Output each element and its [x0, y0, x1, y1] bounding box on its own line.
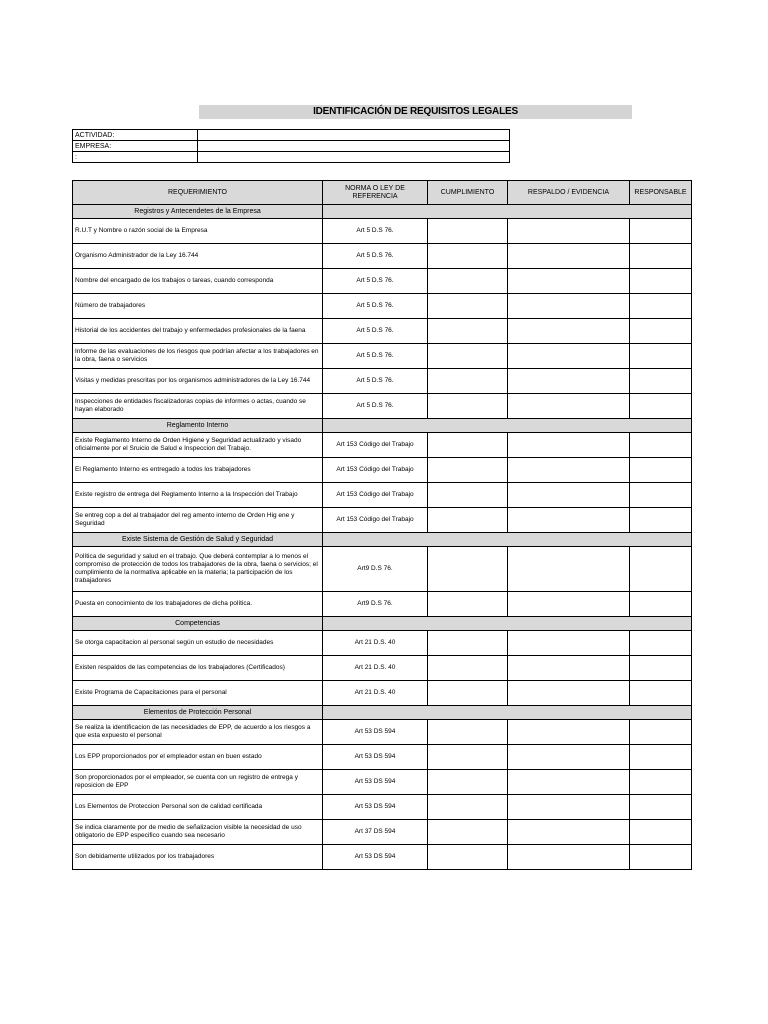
responsable-cell[interactable]	[630, 244, 692, 269]
respaldo-cell[interactable]	[508, 344, 630, 369]
requirement-cell: Se otorga capacitacion al personal según un estudio de necesidades	[73, 631, 323, 656]
cumplimiento-cell[interactable]	[428, 294, 508, 319]
respaldo-cell[interactable]	[508, 656, 630, 681]
cumplimiento-cell[interactable]	[428, 720, 508, 745]
cumplimiento-cell[interactable]	[428, 656, 508, 681]
respaldo-cell[interactable]	[508, 592, 630, 617]
cumplimiento-cell[interactable]	[428, 269, 508, 294]
section-row	[73, 533, 692, 547]
table-row	[73, 433, 692, 458]
responsable-cell[interactable]	[630, 845, 692, 870]
responsable-cell[interactable]	[630, 394, 692, 419]
reference-cell: Art9 D.S 76.	[323, 547, 428, 592]
reference-cell: Art 53 DS 594	[323, 745, 428, 770]
header-responsable: RESPONSABLE	[630, 181, 692, 205]
reference-cell: Art 5 D.S 76.	[323, 294, 428, 319]
header-cumplimiento: CUMPLIMIENTO	[428, 181, 508, 205]
info-label: EMPRESA:	[73, 141, 198, 152]
respaldo-cell[interactable]	[508, 433, 630, 458]
respaldo-cell[interactable]	[508, 294, 630, 319]
respaldo-cell[interactable]	[508, 394, 630, 419]
section-title: Registros y Antecendetes de la Empresa	[73, 205, 323, 219]
table-row	[73, 681, 692, 706]
info-label: ACTIVIDAD:	[73, 130, 198, 141]
table-row	[73, 845, 692, 870]
requirement-cell: Existen respaldos de las competencias de los trabajadores (Certificados)	[73, 656, 323, 681]
requirement-cell: Los Elementos de Proteccion Personal son de calidad certificada	[73, 795, 323, 820]
reference-cell: Art 21 D.S. 40	[323, 631, 428, 656]
cumplimiento-cell[interactable]	[428, 483, 508, 508]
reference-cell: Art 37 DS 594	[323, 820, 428, 845]
cumplimiento-cell[interactable]	[428, 244, 508, 269]
respaldo-cell[interactable]	[508, 845, 630, 870]
respaldo-cell[interactable]	[508, 631, 630, 656]
respaldo-cell[interactable]	[508, 820, 630, 845]
requirement-cell: Son debidamente utilizados por los trabajadores	[73, 845, 323, 870]
info-value-field[interactable]	[198, 152, 510, 163]
responsable-cell[interactable]	[630, 294, 692, 319]
respaldo-cell[interactable]	[508, 745, 630, 770]
table-row	[73, 269, 692, 294]
section-title: Reglamento Interno	[73, 419, 323, 433]
respaldo-cell[interactable]	[508, 244, 630, 269]
table-row	[73, 592, 692, 617]
responsable-cell[interactable]	[630, 344, 692, 369]
reference-cell: Art 153 Código del Trabajo	[323, 433, 428, 458]
requirement-cell: Se realiza la identificacion de las necesidades de EPP, de acuerdo a los riesgos a que esta expuesto el personal	[73, 720, 323, 745]
requirement-cell: Informe de las evaluaciones de los riesgos que podrían afectar a los trabajadores en la obra, faena o servicios	[73, 344, 323, 369]
cumplimiento-cell[interactable]	[428, 681, 508, 706]
info-value-field[interactable]	[198, 141, 510, 152]
table-row	[73, 458, 692, 483]
requirement-cell: Nombre del encargado de los trabajos o tareas, cuando corresponda	[73, 269, 323, 294]
cumplimiento-cell[interactable]	[428, 795, 508, 820]
header-norma: NORMA O LEY DE REFERENCIA	[323, 181, 428, 205]
reference-cell: Art 5 D.S 76.	[323, 344, 428, 369]
respaldo-cell[interactable]	[508, 770, 630, 795]
reference-cell: Art 5 D.S 76.	[323, 269, 428, 294]
table-row	[73, 319, 692, 344]
requirement-cell: Puesta en conocimiento de los trabajadores de dicha política.	[73, 592, 323, 617]
table-row	[73, 656, 692, 681]
section-fill	[323, 419, 692, 433]
reference-cell: Art 5 D.S 76.	[323, 369, 428, 394]
requirement-cell: Se indica claramente por de medio de señalizacion visible la necesidad de uso obligatorio de EPP especifico cuando sea necesario	[73, 820, 323, 845]
responsable-cell[interactable]	[630, 219, 692, 244]
table-row	[73, 344, 692, 369]
section-fill	[323, 706, 692, 720]
cumplimiento-cell[interactable]	[428, 369, 508, 394]
table-row	[73, 631, 692, 656]
respaldo-cell[interactable]	[508, 219, 630, 244]
reference-cell: Art 53 DS 594	[323, 720, 428, 745]
reference-cell: Art 153 Código del Trabajo	[323, 508, 428, 533]
requirement-cell: El Reglamento Interno es entregado a todos los trabajadores	[73, 458, 323, 483]
requirement-cell: Política de seguridad y salud en el trabajo. Que deberá contemplar a lo menos el compromiso de protección de todos los trabajadores de la obra, faena o servicios; el cumplimiento de la normativa aplicable en la materia; la participación de los trabajadores	[73, 547, 323, 592]
requirement-cell: Existe registro de entrega del Reglamento Interno a la Inspección del Trabajo	[73, 483, 323, 508]
table-row	[73, 244, 692, 269]
requirement-cell: R.U.T y Nombre o razón social de la Empresa	[73, 219, 323, 244]
reference-cell: Art 5 D.S 76.	[323, 394, 428, 419]
table-row	[73, 219, 692, 244]
responsable-cell[interactable]	[630, 369, 692, 394]
respaldo-cell[interactable]	[508, 508, 630, 533]
section-fill	[323, 617, 692, 631]
cumplimiento-cell[interactable]	[428, 745, 508, 770]
requirement-cell: Los EPP proporcionados por el empleador estan en buen estado	[73, 745, 323, 770]
requirement-cell: Visitas y medidas prescritas por los organismos administradores de la Ley 16.744	[73, 369, 323, 394]
table-row	[73, 720, 692, 745]
table-row	[73, 369, 692, 394]
header-respaldo: RESPALDO / EVIDENCIA	[508, 181, 630, 205]
responsable-cell[interactable]	[630, 720, 692, 745]
table-row	[73, 795, 692, 820]
reference-cell: Art 21 D.S. 40	[323, 656, 428, 681]
table-row	[73, 745, 692, 770]
table-row	[73, 483, 692, 508]
cumplimiento-cell[interactable]	[428, 547, 508, 592]
reference-cell: Art 5 D.S 76.	[323, 319, 428, 344]
cumplimiento-cell[interactable]	[428, 219, 508, 244]
table-row	[73, 394, 692, 419]
section-title: Competencias	[73, 617, 323, 631]
respaldo-cell[interactable]	[508, 269, 630, 294]
responsable-cell[interactable]	[630, 820, 692, 845]
section-title: Existe Sistema de Gestión de Salud y Seguridad	[73, 533, 323, 547]
reference-cell: Art 53 DS 594	[323, 845, 428, 870]
requirement-cell: Existe Reglamento Interno de Orden Higiene y Seguridad actualizado y visado oficialmente por el Sruicio de Salud e Inspeccion del Trabajo.	[73, 433, 323, 458]
requirement-cell: Se entreg cop a del al trabajador del reg amento interno de Orden Hig ene y Seguridad	[73, 508, 323, 533]
reference-cell: Art 153 Código del Trabajo	[323, 458, 428, 483]
header-row	[73, 181, 692, 205]
section-fill	[323, 205, 692, 219]
cumplimiento-cell[interactable]	[428, 631, 508, 656]
requirement-cell: Historial de los accidentes del trabajo y enfermedades profesionales de la faena	[73, 319, 323, 344]
table-row	[73, 547, 692, 592]
header-requerimiento: REQUERIMIENTO	[73, 181, 323, 205]
respaldo-cell[interactable]	[508, 795, 630, 820]
cumplimiento-cell[interactable]	[428, 319, 508, 344]
respaldo-cell[interactable]	[508, 547, 630, 592]
responsable-cell[interactable]	[630, 795, 692, 820]
requirement-cell: Existe Programa de Capacitaciones para el personal	[73, 681, 323, 706]
responsable-cell[interactable]	[630, 319, 692, 344]
responsable-cell[interactable]	[630, 592, 692, 617]
requirement-cell: Número de trabajadores	[73, 294, 323, 319]
info-row	[73, 141, 510, 152]
requirements-table	[72, 180, 692, 870]
section-row	[73, 205, 692, 219]
table-row	[73, 820, 692, 845]
reference-cell: Art9 D.S 76.	[323, 592, 428, 617]
section-title: Elementos de Protección Personal	[73, 706, 323, 720]
responsable-cell[interactable]	[630, 681, 692, 706]
cumplimiento-cell[interactable]	[428, 845, 508, 870]
info-value-field[interactable]	[198, 130, 510, 141]
reference-cell: Art 153 Código del Trabajo	[323, 483, 428, 508]
requirement-cell: Son proporcionados por el empleador, se cuenta con un registro de entrega y reposicion de EPP	[73, 770, 323, 795]
respaldo-cell[interactable]	[508, 369, 630, 394]
respaldo-cell[interactable]	[508, 319, 630, 344]
responsable-cell[interactable]	[630, 745, 692, 770]
cumplimiento-cell[interactable]	[428, 508, 508, 533]
reference-cell: Art 21 D.S. 40	[323, 681, 428, 706]
reference-cell: Art 5 D.S 76.	[323, 219, 428, 244]
section-row	[73, 617, 692, 631]
cumplimiento-cell[interactable]	[428, 344, 508, 369]
table-row	[73, 508, 692, 533]
section-fill	[323, 533, 692, 547]
table-row	[73, 770, 692, 795]
section-row	[73, 419, 692, 433]
cumplimiento-cell[interactable]	[428, 592, 508, 617]
responsable-cell[interactable]	[630, 433, 692, 458]
responsable-cell[interactable]	[630, 631, 692, 656]
requirement-cell: Organismo Administrador de la Ley 16.744	[73, 244, 323, 269]
info-row	[73, 130, 510, 141]
cumplimiento-cell[interactable]	[428, 820, 508, 845]
respaldo-cell[interactable]	[508, 720, 630, 745]
cumplimiento-cell[interactable]	[428, 433, 508, 458]
responsable-cell[interactable]	[630, 269, 692, 294]
reference-cell: Art 53 DS 594	[323, 770, 428, 795]
section-row	[73, 706, 692, 720]
responsable-cell[interactable]	[630, 458, 692, 483]
respaldo-cell[interactable]	[508, 483, 630, 508]
responsable-cell[interactable]	[630, 656, 692, 681]
page-title: IDENTIFICACIÓN DE REQUISITOS LEGALES	[199, 105, 632, 119]
responsable-cell[interactable]	[630, 770, 692, 795]
info-table	[72, 129, 510, 163]
cumplimiento-cell[interactable]	[428, 458, 508, 483]
reference-cell: Art 5 D.S 76.	[323, 244, 428, 269]
respaldo-cell[interactable]	[508, 681, 630, 706]
responsable-cell[interactable]	[630, 547, 692, 592]
reference-cell: Art 53 DS 594	[323, 795, 428, 820]
respaldo-cell[interactable]	[508, 458, 630, 483]
responsable-cell[interactable]	[630, 483, 692, 508]
responsable-cell[interactable]	[630, 508, 692, 533]
table-row	[73, 294, 692, 319]
requirement-cell: Inspecciones de entidades fiscalizadoras copias de informes o actas, cuando se hayan elaborado	[73, 394, 323, 419]
cumplimiento-cell[interactable]	[428, 770, 508, 795]
info-row	[73, 152, 510, 163]
info-label: :	[73, 152, 198, 163]
cumplimiento-cell[interactable]	[428, 394, 508, 419]
